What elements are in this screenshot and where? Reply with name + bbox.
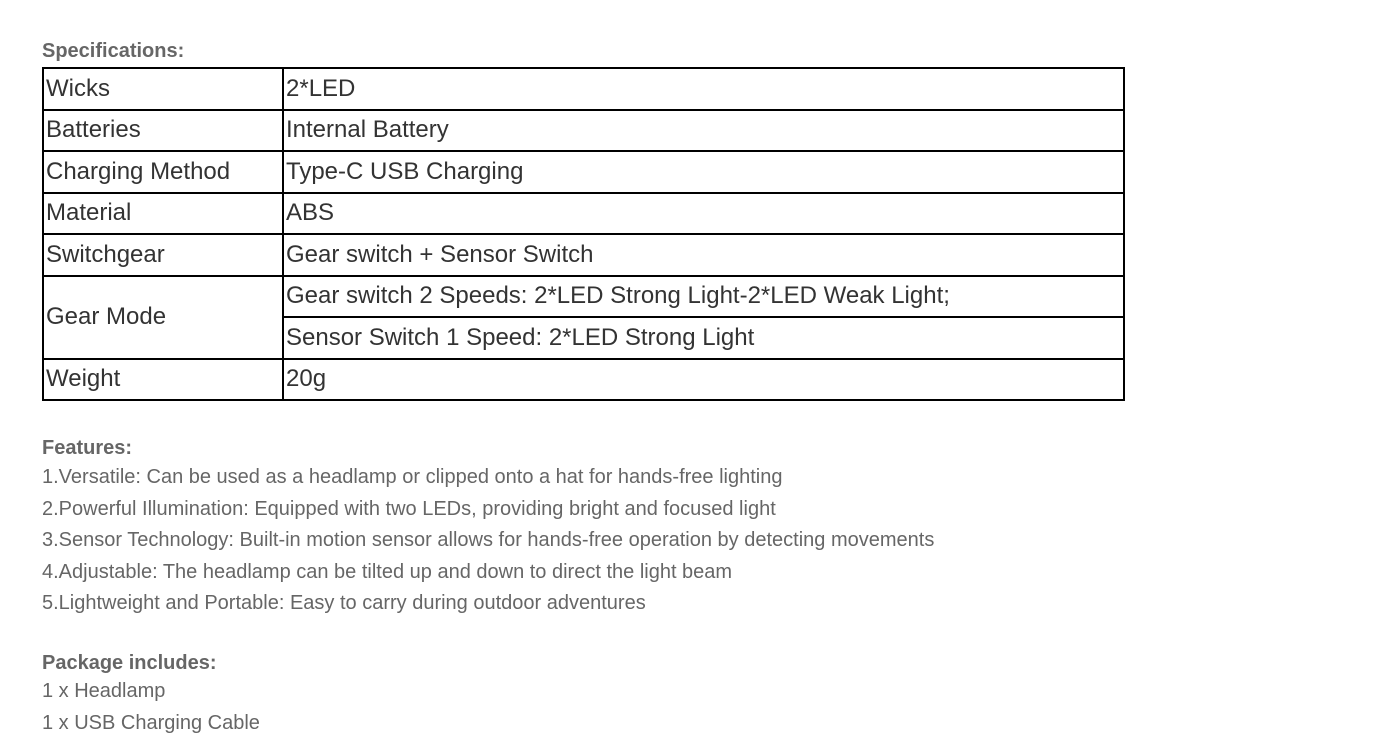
table-row — [43, 234, 1124, 276]
package-item: 1 x Headlamp — [42, 679, 166, 702]
table-row — [43, 68, 1124, 110]
feature-item: 1.Versatile: Can be used as a headlamp or clipped onto a hat for hands-free lighting — [42, 466, 783, 488]
table-row — [43, 276, 1124, 318]
product-description — [42, 38, 1342, 739]
package-item: 1 x USB Charging Cable — [42, 711, 260, 734]
specifications-heading: Specifications: — [42, 40, 185, 62]
spec-value: Internal Battery — [283, 110, 1124, 152]
spec-key: Batteries — [43, 110, 283, 152]
table-row — [43, 110, 1124, 152]
spec-key: Weight — [43, 359, 283, 401]
spec-key: Gear Mode — [43, 276, 283, 359]
spec-value: ABS — [283, 193, 1124, 235]
spec-value: 2*LED — [283, 68, 1124, 110]
feature-item: 5.Lightweight and Portable: Easy to carry during outdoor adventures — [42, 592, 646, 615]
spec-key: Switchgear — [43, 234, 283, 276]
table-row — [43, 359, 1124, 401]
feature-item: 3.Sensor Technology: Built-in motion sensor allows for hands-free operation by detecting movements — [42, 529, 935, 552]
spec-value: Gear switch + Sensor Switch — [283, 234, 1124, 276]
spec-key: Material — [43, 193, 283, 235]
features-section — [42, 434, 1342, 620]
package-section — [42, 650, 1342, 739]
spec-value: Sensor Switch 1 Speed: 2*LED Strong Light — [283, 317, 1124, 359]
table-row — [43, 151, 1124, 193]
features-heading: Features: — [42, 437, 133, 459]
spec-key: Wicks — [43, 68, 283, 110]
spec-key: Charging Method — [43, 151, 283, 193]
feature-item: 4.Adjustable: The headlamp can be tilted up and down to direct the light beam — [42, 560, 733, 583]
table-row — [43, 193, 1124, 235]
spec-value: Gear switch 2 Speeds: 2*LED Strong Light-2*LED Weak Light; — [283, 276, 1124, 318]
spec-value: Type-C USB Charging — [283, 151, 1124, 193]
package-heading: Package includes: — [42, 651, 217, 674]
feature-item: 2.Powerful Illumination: Equipped with two LEDs, providing bright and focused light — [42, 497, 776, 520]
specifications-table — [42, 67, 1125, 401]
spec-value: 20g — [283, 359, 1124, 401]
